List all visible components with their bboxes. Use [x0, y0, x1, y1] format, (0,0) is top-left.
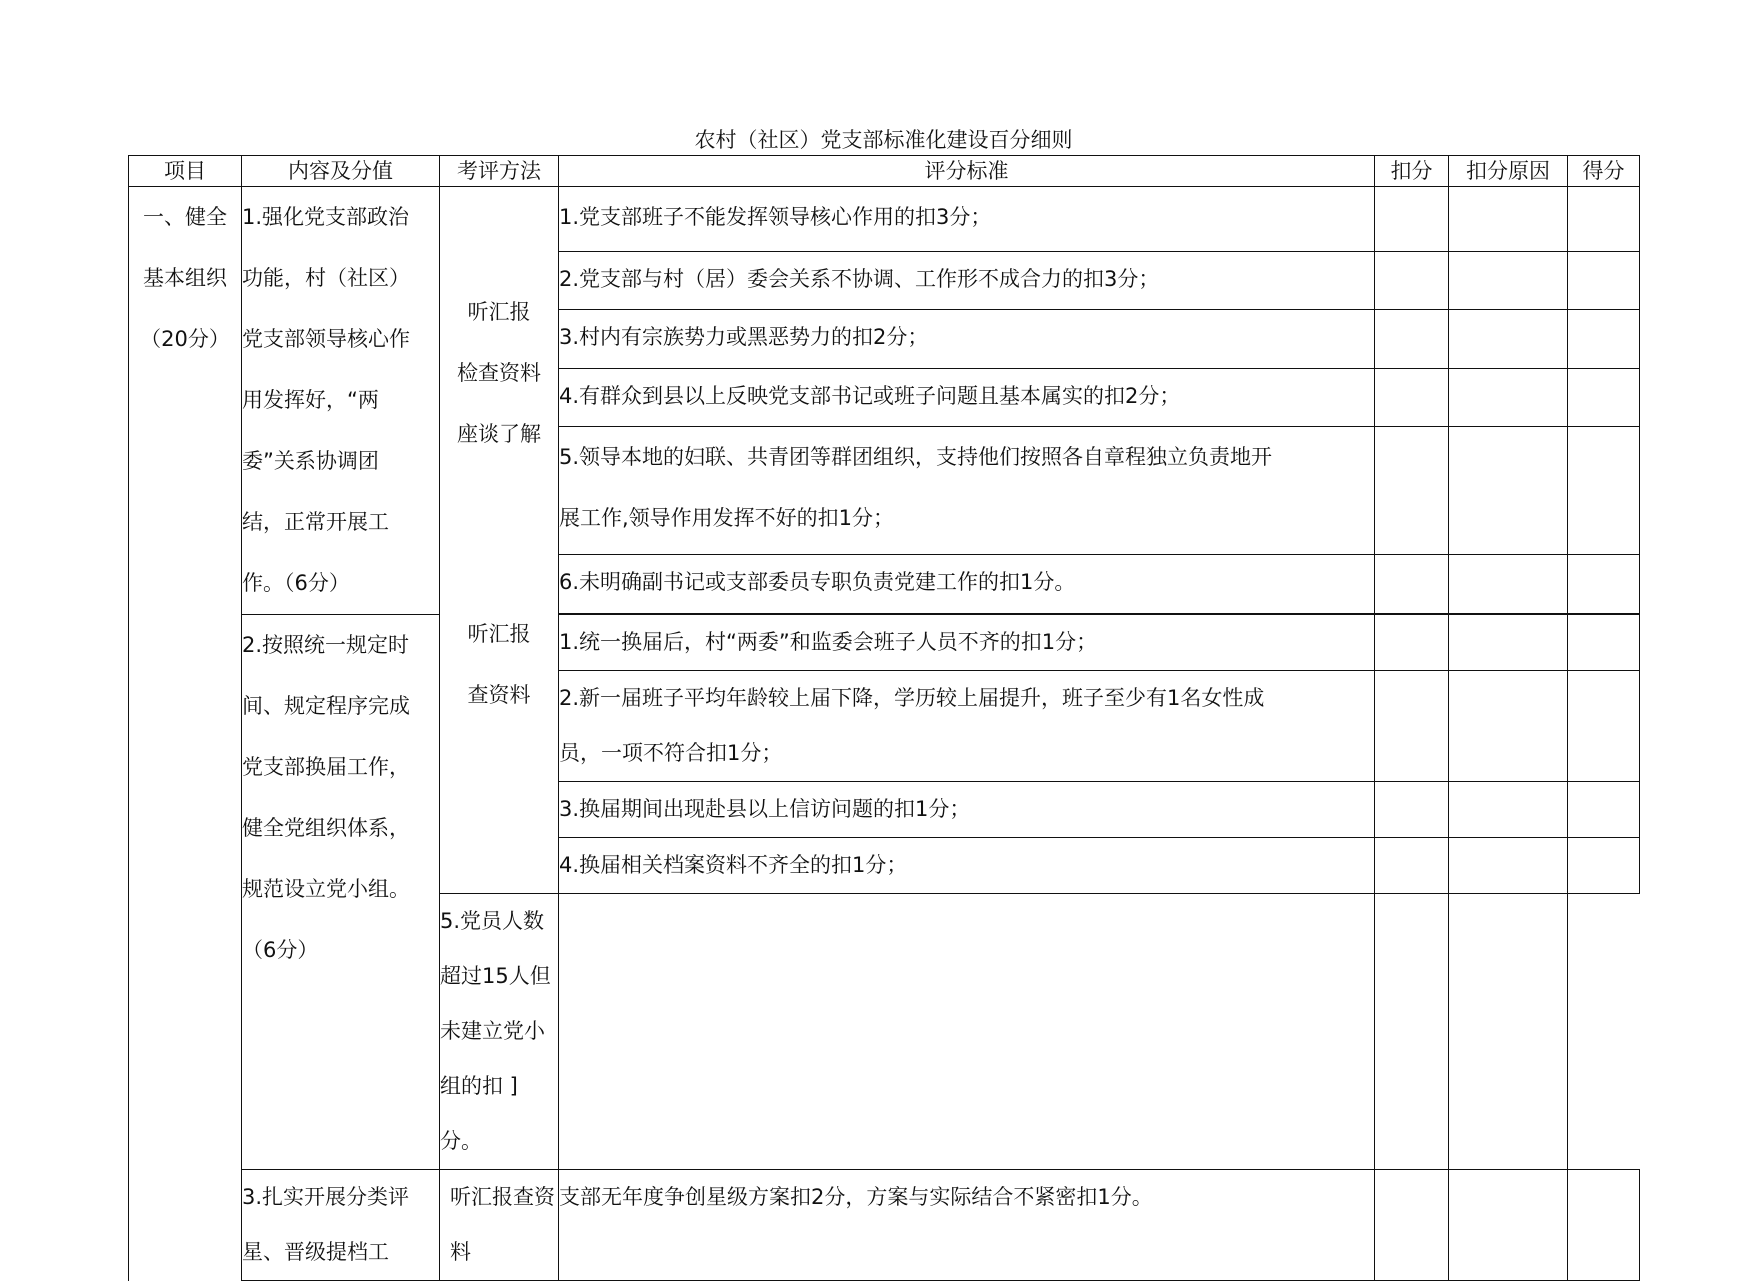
score-cell[interactable] [1449, 894, 1568, 1170]
reason-cell[interactable] [1449, 310, 1568, 368]
reason-cell[interactable] [1449, 615, 1568, 671]
deduct-cell[interactable] [1375, 555, 1449, 613]
criteria-cell: 3.换届期间出现赴县以上信访问题的扣1分； [559, 782, 1375, 838]
reason-cell[interactable] [1449, 555, 1568, 613]
reason-cell[interactable] [1449, 251, 1568, 309]
content-cell-3: 3.扎实开展分类评 星、晋级提档工 [242, 1170, 440, 1281]
table-row [129, 615, 1640, 671]
deduct-cell[interactable] [1375, 368, 1449, 426]
criteria-cell: 5.党员人数超过15人但未建立党小组的扣 ] 分。 [440, 894, 559, 1170]
criteria-cell: 1.党支部班子不能发挥领导核心作用的扣3分； [559, 187, 1375, 252]
reason-cell[interactable] [1449, 838, 1568, 894]
criteria-cell: 3.村内有宗族势力或黑恶势力的扣2分； [559, 310, 1375, 368]
score-cell[interactable] [1568, 427, 1640, 555]
deduct-cell[interactable] [1375, 427, 1449, 555]
criteria-cell: 2.党支部与村（居）委会关系不协调、工作形不成合力的扣3分； [559, 251, 1375, 309]
criteria-cell: 4.有群众到县以上反映党支部书记或班子问题且基本属实的扣2分； [559, 368, 1375, 426]
reason-cell[interactable] [1449, 427, 1568, 555]
score-cell[interactable] [1568, 615, 1640, 671]
method-text-1: 听汇报 检查资料 座谈了解 [457, 300, 541, 446]
content-cell-1: 1.强化党支部政治 功能，村（社区） 党支部领导核心作 用发挥好，“两 委”关系协调团 结，正常开展工 作。（6分） [242, 187, 440, 615]
table-row [129, 1170, 1640, 1281]
project-cell: 一、健全 基本组织 （20分） [129, 187, 242, 1281]
score-cell[interactable] [1568, 555, 1640, 613]
deduct-cell[interactable] [1375, 251, 1449, 309]
deduct-cell[interactable] [1375, 1170, 1449, 1281]
score-cell[interactable] [1568, 782, 1640, 838]
score-cell[interactable] [1568, 838, 1640, 894]
criteria-cell: 2.新一届班子平均年龄较上届下降，学历较上届提升，班子至少有1名女性成 员，一项不符合扣1分； [559, 671, 1375, 782]
scoring-table [128, 155, 1640, 1281]
reason-cell[interactable] [1449, 671, 1568, 782]
table-row [129, 187, 1640, 252]
score-cell[interactable] [1568, 1170, 1640, 1281]
criteria-cell: 5.领导本地的妇联、共青团等群团组织，支持他们按照各自章程独立负责地开 展工作,领导作用发挥不好的扣1分； [559, 427, 1375, 555]
criteria-cell: 支部无年度争创星级方案扣2分，方案与实际结合不紧密扣1分。 [559, 1170, 1375, 1281]
header-reason: 扣分原因 [1449, 156, 1568, 187]
deduct-cell[interactable] [1375, 838, 1449, 894]
header-score: 得分 [1568, 156, 1640, 187]
score-cell[interactable] [1568, 671, 1640, 782]
reason-cell[interactable] [1449, 368, 1568, 426]
criteria-cell: 1.统一换届后，村“两委”和监委会班子人员不齐的扣1分； [559, 615, 1375, 671]
header-project: 项目 [129, 156, 242, 187]
score-cell[interactable] [1568, 368, 1640, 426]
score-cell[interactable] [1568, 187, 1640, 252]
method-cell-1-2 [440, 187, 559, 894]
deduct-cell[interactable] [1375, 615, 1449, 671]
criteria-cell: 4.换届相关档案资料不齐全的扣1分； [559, 838, 1375, 894]
score-cell[interactable] [1568, 310, 1640, 368]
deduct-cell[interactable] [1375, 187, 1449, 252]
table-header-row [129, 156, 1640, 187]
reason-cell[interactable] [1375, 894, 1449, 1170]
deduct-cell[interactable] [1375, 310, 1449, 368]
criteria-cell: 6.未明确副书记或支部委员专职负责党建工作的扣1分。 [559, 555, 1375, 613]
deduct-cell[interactable] [1375, 671, 1449, 782]
method-text-2: 听汇报 查资料 [467, 622, 531, 707]
method-cell-3: 听汇报查资 料 [440, 1170, 559, 1281]
header-content: 内容及分值 [242, 156, 440, 187]
reason-cell[interactable] [1449, 187, 1568, 252]
score-cell[interactable] [1568, 251, 1640, 309]
header-deduct: 扣分 [1375, 156, 1449, 187]
deduct-cell[interactable] [559, 894, 1375, 1170]
header-criteria: 评分标准 [559, 156, 1375, 187]
reason-cell[interactable] [1449, 782, 1568, 838]
document-title: 农村（社区）党支部标准化建设百分细则 [694, 128, 1073, 152]
deduct-cell[interactable] [1375, 782, 1449, 838]
content-cell-2: 2.按照统一规定时 间、规定程序完成 党支部换届工作， 健全党组织体系， 规范设立党小组。 （6分） [242, 615, 440, 1170]
header-method: 考评方法 [440, 156, 559, 187]
reason-cell[interactable] [1449, 1170, 1568, 1281]
